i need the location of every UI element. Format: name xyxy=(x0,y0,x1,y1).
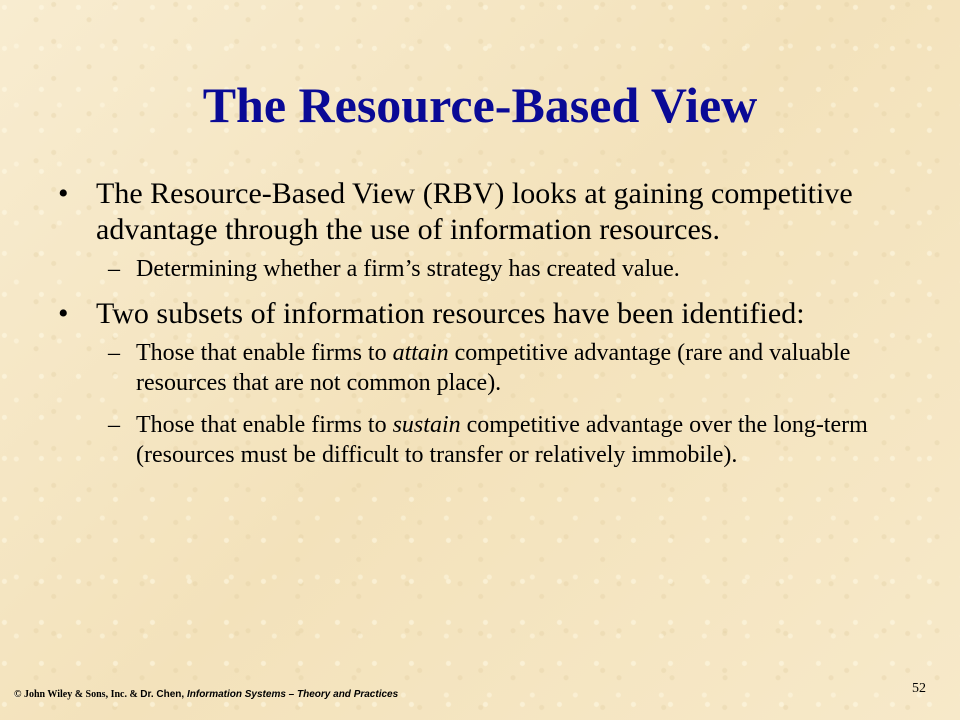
sub-bullet-text-start: Those that enable firms to xyxy=(136,412,393,438)
bullet-icon: • xyxy=(58,297,69,330)
bullet-text: The Resource-Based View (RBV) looks at gaining competitive advantage through the use of information resources. xyxy=(96,177,853,246)
sub-bullet-text-end: competitive advantage over the long-term (resources must be difficult to transfer or relatively immobile). xyxy=(136,412,868,468)
emphasis-sustain: sustain xyxy=(392,412,461,438)
slide-content xyxy=(58,176,918,482)
dash-icon: – xyxy=(108,412,120,438)
footer-book-title: Information Systems – Theory and Practices xyxy=(186,689,399,700)
page-number: 52 xyxy=(912,681,926,696)
footer-copyright: © John Wiley & Sons, Inc. & xyxy=(14,689,141,700)
bullet-icon: • xyxy=(58,177,69,210)
footer-author: Dr. Chen, xyxy=(140,689,187,700)
slide-title: The Resource-Based View xyxy=(202,77,758,133)
sub-bullet-item-value xyxy=(58,254,918,284)
bullet-text: Two subsets of information resources have been identified: xyxy=(96,297,805,330)
sub-bullet-text-end: competitive advantage (rare and valuable resources that are not common place). xyxy=(136,340,851,396)
sub-bullet-text: Determining whether a firm’s strategy has created value. xyxy=(136,256,680,282)
footer-credit xyxy=(14,689,398,700)
sub-bullet-text-start: Those that enable firms to xyxy=(136,340,393,366)
sub-bullet-item-sustain xyxy=(58,410,918,470)
emphasis-attain: attain xyxy=(392,340,449,366)
sub-bullet-item-attain xyxy=(58,338,918,398)
dash-icon: – xyxy=(108,256,120,282)
bullet-item-subsets xyxy=(58,296,918,332)
bullet-item-rbv xyxy=(58,176,918,248)
dash-icon: – xyxy=(108,340,120,366)
